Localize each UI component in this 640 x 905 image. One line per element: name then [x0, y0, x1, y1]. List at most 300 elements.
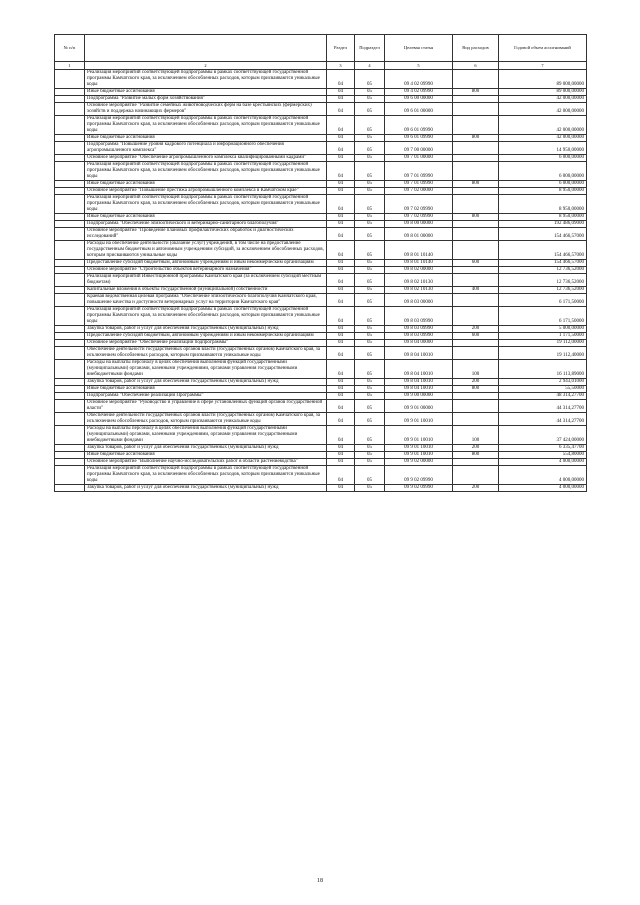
row-amount-cell: 6 000,00000 [499, 155, 587, 162]
row-expense-type-cell [453, 466, 499, 485]
row-name-cell: Основное мероприятие "Развитие семейных животноводческих ферм на базе крестьянских (фермерских) хозяйств и поддержка начинающих фермеров" [85, 103, 327, 116]
row-razdel-cell: 04 [327, 241, 355, 260]
row-podrazdel-cell: 05 [355, 340, 385, 347]
row-target-article-cell: 09 7 02 09990 [385, 195, 453, 214]
row-target-article-cell: 09 8 01 10140 [385, 260, 453, 267]
row-number-cell [55, 426, 85, 445]
row-target-article-cell: 09 8 02 10130 [385, 287, 453, 294]
row-number-cell [55, 260, 85, 267]
row-amount-cell: 154 466,57000 [499, 241, 587, 260]
row-podrazdel-cell: 05 [355, 228, 385, 241]
row-podrazdel-cell: 05 [355, 485, 385, 492]
row-podrazdel-cell: 05 [355, 162, 385, 181]
row-razdel-cell: 04 [327, 445, 355, 452]
column-index: 3 [327, 62, 355, 70]
row-expense-type-cell: 400 [453, 287, 499, 294]
row-podrazdel-cell: 05 [355, 326, 385, 333]
row-amount-cell: 42 000,00000 [499, 103, 587, 116]
table-body [55, 70, 587, 492]
row-target-article-cell: 09 8 04 10010 [385, 347, 453, 360]
row-expense-type-cell: 200 [453, 326, 499, 333]
row-target-article-cell: 09 9 01 00000 [385, 400, 453, 413]
row-podrazdel-cell: 05 [355, 135, 385, 142]
row-target-article-cell: 09 8 02 00000 [385, 267, 453, 274]
row-name-cell: Подпрограмма "Повышение уровня кадрового потенциала и информационного обеспечения агропромышленного комплекса" [85, 142, 327, 155]
table-row [55, 188, 587, 195]
row-podrazdel-cell: 05 [355, 400, 385, 413]
row-target-article-cell: 09 9 01 10010 [385, 452, 453, 459]
row-number-cell [55, 267, 85, 274]
row-amount-cell: 4 000,00000 [499, 466, 587, 485]
table-row [55, 347, 587, 360]
column-index: 6 [453, 62, 499, 70]
row-amount-cell: 2 943,01000 [499, 379, 587, 386]
row-expense-type-cell: 800 [453, 89, 499, 96]
row-name-cell: Иные бюджетные ассигнования [85, 214, 327, 221]
row-expense-type-cell [453, 96, 499, 103]
page-number: 18 [317, 878, 323, 884]
row-expense-type-cell: 800 [453, 181, 499, 188]
row-podrazdel-cell: 05 [355, 459, 385, 466]
row-expense-type-cell: 800 [453, 386, 499, 393]
row-amount-cell: 8 950,00000 [499, 188, 587, 195]
row-amount-cell: 4 000,00000 [499, 459, 587, 466]
row-expense-type-cell [453, 155, 499, 162]
row-expense-type-cell [453, 221, 499, 228]
row-expense-type-cell [453, 228, 499, 241]
row-target-article-cell: 09 8 03 00000 [385, 294, 453, 307]
row-podrazdel-cell: 05 [355, 116, 385, 135]
row-amount-cell: 554,80000 [499, 452, 587, 459]
row-name-cell: Реализация мероприятий соответствующей подпрограммы в рамках соответствующей государственной программы Камчатского края, за исключением обособленных расходов, которым присваиваются уникальные коды [85, 466, 327, 485]
row-number-cell [55, 89, 85, 96]
row-expense-type-cell [453, 195, 499, 214]
row-razdel-cell: 04 [327, 287, 355, 294]
row-razdel-cell: 04 [327, 260, 355, 267]
row-target-article-cell: 09 4 02 09990 [385, 89, 453, 96]
row-podrazdel-cell: 05 [355, 413, 385, 426]
row-podrazdel-cell: 05 [355, 89, 385, 96]
table-row [55, 195, 587, 214]
row-expense-type-cell: 600 [453, 260, 499, 267]
header-razdel: Раздел [327, 35, 355, 62]
column-index: 1 [55, 62, 85, 70]
row-number-cell [55, 294, 85, 307]
row-amount-cell: 44 314,27700 [499, 413, 587, 426]
row-name-cell: Обеспечение деятельности государственных органов власти (государственных органов) Камчатского края, за исключением обособленных расходов, которым присваиваются уникальные коды [85, 347, 327, 360]
table-row [55, 452, 587, 459]
row-name-cell: Расходы на выплаты персоналу в целях обеспечения выполнения функций государственными (муниципальными) органами, казенными учреждениями, органами управления государственными внебюджетными фондами [85, 426, 327, 445]
row-name-cell: Подпрограмма "Развитие малых форм хозяйствования" [85, 96, 327, 103]
row-name-cell: Подпрограмма "Обеспечение эпизоотического и ветеринарно-санитарного благополучия" [85, 221, 327, 228]
table-row [55, 70, 587, 89]
row-number-cell [55, 326, 85, 333]
row-name-cell: Основное мероприятие "Повышение престижа агропромышленного комплекса в Камчатском крае" [85, 188, 327, 195]
row-amount-cell: 4 000,00000 [499, 485, 587, 492]
row-razdel-cell: 04 [327, 386, 355, 393]
row-number-cell [55, 287, 85, 294]
row-razdel-cell: 04 [327, 188, 355, 195]
row-razdel-cell: 04 [327, 426, 355, 445]
row-podrazdel-cell: 05 [355, 287, 385, 294]
row-target-article-cell: 09 7 02 00000 [385, 188, 453, 195]
header-target-article: Целевая статья [385, 35, 453, 62]
row-amount-cell: 8 950,00000 [499, 195, 587, 214]
row-razdel-cell: 04 [327, 413, 355, 426]
row-amount-cell: 6 335,47700 [499, 445, 587, 452]
row-expense-type-cell [453, 241, 499, 260]
row-expense-type-cell [453, 274, 499, 287]
row-number-cell [55, 221, 85, 228]
table-row [55, 181, 587, 188]
row-expense-type-cell: 100 [453, 360, 499, 379]
row-number-cell [55, 96, 85, 103]
row-name-cell: Основное мероприятие "Строительство объектов ветеринарного назначения" [85, 267, 327, 274]
row-podrazdel-cell: 05 [355, 294, 385, 307]
table-row [55, 445, 587, 452]
row-name-cell: Иные бюджетные ассигнования [85, 452, 327, 459]
row-amount-cell: 16 113,89000 [499, 360, 587, 379]
table-row [55, 386, 587, 393]
table-row [55, 413, 587, 426]
row-razdel-cell: 04 [327, 155, 355, 162]
row-target-article-cell: 09 8 01 10140 [385, 241, 453, 260]
column-index: 4 [355, 62, 385, 70]
row-target-article-cell: 09 9 00 00000 [385, 393, 453, 400]
row-expense-type-cell [453, 142, 499, 155]
budget-document-page [54, 34, 586, 492]
row-target-article-cell: 09 8 00 00000 [385, 221, 453, 228]
table-row [55, 307, 587, 326]
row-razdel-cell: 04 [327, 340, 355, 347]
table-row [55, 393, 587, 400]
row-razdel-cell: 04 [327, 294, 355, 307]
row-podrazdel-cell: 05 [355, 466, 385, 485]
row-name-cell: Основное мероприятие "Выполнение научно-исследовательских работ в области растениеводства" [85, 459, 327, 466]
row-name-cell: Основное мероприятие "Проведение плановых профилактических обработок и диагностических исследований" [85, 228, 327, 241]
row-razdel-cell: 04 [327, 307, 355, 326]
row-razdel-cell: 04 [327, 360, 355, 379]
row-amount-cell: 89 000,00000 [499, 70, 587, 89]
row-expense-type-cell: 200 [453, 445, 499, 452]
row-target-article-cell: 09 9 01 10010 [385, 413, 453, 426]
row-expense-type-cell [453, 188, 499, 195]
row-razdel-cell: 04 [327, 466, 355, 485]
row-razdel-cell: 04 [327, 459, 355, 466]
row-name-cell: Капитальные вложения в объекты государственной (муниципальной) собственности [85, 287, 327, 294]
row-expense-type-cell: 200 [453, 485, 499, 492]
row-target-article-cell: 09 9 02 09990 [385, 466, 453, 485]
row-expense-type-cell [453, 294, 499, 307]
row-expense-type-cell [453, 393, 499, 400]
row-name-cell: Обеспечение деятельности государственных органов власти (государственных органов) Камчатского края, за исключением обособленных расходов, которым присваиваются уникальные коды [85, 413, 327, 426]
row-podrazdel-cell: 05 [355, 267, 385, 274]
row-amount-cell: 55,50000 [499, 386, 587, 393]
row-podrazdel-cell: 05 [355, 96, 385, 103]
row-target-article-cell: 09 7 02 09990 [385, 214, 453, 221]
row-podrazdel-cell: 05 [355, 188, 385, 195]
row-number-cell [55, 274, 85, 287]
row-expense-type-cell: 800 [453, 135, 499, 142]
row-target-article-cell: 09 9 01 10010 [385, 426, 453, 445]
row-podrazdel-cell: 05 [355, 274, 385, 287]
row-razdel-cell: 04 [327, 135, 355, 142]
row-number-cell [55, 466, 85, 485]
row-expense-type-cell [453, 70, 499, 89]
row-amount-cell: 154 466,57000 [499, 260, 587, 267]
row-number-cell [55, 485, 85, 492]
row-name-cell: Иные бюджетные ассигнования [85, 181, 327, 188]
row-name-cell: Закупка товаров, работ и услуг для обеспечения государственных (муниципальных) нужд [85, 326, 327, 333]
row-name-cell: Закупка товаров, работ и услуг для обеспечения государственных (муниципальных) нужд [85, 485, 327, 492]
row-amount-cell: 42 000,00000 [499, 96, 587, 103]
table-row [55, 103, 587, 116]
header-annual-amount: Годовой объем ассигнований [499, 35, 587, 62]
row-expense-type-cell [453, 413, 499, 426]
table-row [55, 360, 587, 379]
row-name-cell: Предоставление субсидий бюджетным, автономным учреждениям и иным некоммерческим организациям [85, 260, 327, 267]
row-podrazdel-cell: 05 [355, 347, 385, 360]
row-number-cell [55, 195, 85, 214]
row-name-cell: Реализация мероприятий соответствующей подпрограммы в рамках соответствующей государственной программы Камчатского края, за исключением обособленных расходов, которым присваиваются уникальные коды [85, 70, 327, 89]
row-razdel-cell: 04 [327, 181, 355, 188]
row-name-cell: Реализация мероприятий соответствующей подпрограммы в рамках соответствующей государственной программы Камчатского края, за исключением обособленных расходов, которым присваиваются уникальные коды [85, 195, 327, 214]
row-razdel-cell: 04 [327, 326, 355, 333]
row-amount-cell: 42 000,00000 [499, 116, 587, 135]
row-target-article-cell: 09 9 02 00000 [385, 459, 453, 466]
row-target-article-cell: 09 7 01 09990 [385, 162, 453, 181]
row-razdel-cell: 04 [327, 228, 355, 241]
header-number: № п/п [55, 35, 85, 62]
row-name-cell: Подпрограмма "Обеспечение реализации Программы" [85, 393, 327, 400]
header-name [85, 35, 327, 62]
row-number-cell [55, 413, 85, 426]
row-number-cell [55, 228, 85, 241]
row-target-article-cell: 09 7 01 09990 [385, 181, 453, 188]
row-target-article-cell: 09 8 04 10010 [385, 360, 453, 379]
row-amount-cell: 192 486,09000 [499, 221, 587, 228]
row-expense-type-cell: 600 [453, 333, 499, 340]
row-number-cell [55, 116, 85, 135]
row-razdel-cell: 04 [327, 214, 355, 221]
row-expense-type-cell: 100 [453, 426, 499, 445]
row-amount-cell: 89 000,00000 [499, 89, 587, 96]
header-podrazdel: Подраздел [355, 35, 385, 62]
table-row [55, 260, 587, 267]
row-razdel-cell: 04 [327, 89, 355, 96]
row-amount-cell: 6 171,50000 [499, 307, 587, 326]
row-target-article-cell: 09 6 01 09990 [385, 116, 453, 135]
row-podrazdel-cell: 05 [355, 221, 385, 228]
row-razdel-cell: 04 [327, 221, 355, 228]
row-expense-type-cell [453, 116, 499, 135]
row-number-cell [55, 452, 85, 459]
table-row [55, 379, 587, 386]
row-number-cell [55, 103, 85, 116]
row-expense-type-cell: 800 [453, 452, 499, 459]
table-row [55, 214, 587, 221]
row-amount-cell: 6 000,00000 [499, 162, 587, 181]
row-name-cell: Иные бюджетные ассигнования [85, 89, 327, 96]
row-amount-cell: 48 314,27700 [499, 393, 587, 400]
row-expense-type-cell [453, 340, 499, 347]
row-podrazdel-cell: 05 [355, 214, 385, 221]
table-row [55, 241, 587, 260]
row-target-article-cell: 09 6 00 00000 [385, 96, 453, 103]
row-amount-cell: 6 171,50000 [499, 294, 587, 307]
row-amount-cell: 12 736,52000 [499, 274, 587, 287]
row-razdel-cell: 04 [327, 485, 355, 492]
row-razdel-cell: 04 [327, 195, 355, 214]
row-podrazdel-cell: 05 [355, 103, 385, 116]
row-amount-cell: 12 736,52000 [499, 287, 587, 294]
row-amount-cell: 19 112,40000 [499, 347, 587, 360]
row-target-article-cell: 09 9 02 09990 [385, 485, 453, 492]
row-number-cell [55, 214, 85, 221]
row-target-article-cell: 09 8 01 00000 [385, 228, 453, 241]
row-razdel-cell: 04 [327, 96, 355, 103]
row-expense-type-cell [453, 400, 499, 413]
row-name-cell: Краевая ведомственная целевая программа "Обеспечение эпизоотического благополучия Камчатского края, повышение качества и доступности ветеринарных услуг на территории Камчатского края" [85, 294, 327, 307]
row-expense-type-cell [453, 103, 499, 116]
row-number-cell [55, 379, 85, 386]
table-row [55, 267, 587, 274]
row-name-cell: Реализация мероприятий соответствующей подпрограммы в рамках соответствующей государственной программы Камчатского края, за исключением обособленных расходов, которым присваиваются уникальные коды [85, 116, 327, 135]
row-razdel-cell: 04 [327, 103, 355, 116]
row-razdel-cell: 04 [327, 333, 355, 340]
table-row [55, 274, 587, 287]
table-row [55, 287, 587, 294]
table-row [55, 96, 587, 103]
row-number-cell [55, 142, 85, 155]
row-razdel-cell: 04 [327, 274, 355, 287]
row-target-article-cell: 09 8 04 00000 [385, 340, 453, 347]
row-number-cell [55, 188, 85, 195]
row-razdel-cell: 04 [327, 452, 355, 459]
table-row [55, 485, 587, 492]
row-expense-type-cell [453, 307, 499, 326]
row-amount-cell: 19 112,00000 [499, 340, 587, 347]
row-podrazdel-cell: 05 [355, 386, 385, 393]
header-expense-type: Вид расходов [453, 35, 499, 62]
row-name-cell: Реализация мероприятий Инвестиционной программы Камчатского края (за исключением субсидий местным бюджетам) [85, 274, 327, 287]
row-razdel-cell: 04 [327, 116, 355, 135]
row-number-cell [55, 340, 85, 347]
row-number-cell [55, 393, 85, 400]
row-target-article-cell: 09 6 01 00000 [385, 103, 453, 116]
table-row [55, 89, 587, 96]
table-row [55, 426, 587, 445]
row-expense-type-cell [453, 347, 499, 360]
row-name-cell: Расходы на обеспечение деятельности (оказание услуг) учреждений, в том числе на предоставление государственным бюджетным и автономным учреждениям субсидий, за исключением обособленных расходов, которым присваиваются уникальные коды [85, 241, 327, 260]
row-target-article-cell: 09 8 03 09990 [385, 326, 453, 333]
row-amount-cell: 44 314,27700 [499, 400, 587, 413]
table-row [55, 333, 587, 340]
row-name-cell: Реализация мероприятий соответствующей подпрограммы в рамках соответствующей государственной программы Камчатского края, за исключением обособленных расходов, которым присваиваются уникальные коды [85, 162, 327, 181]
row-target-article-cell: 09 8 03 09990 [385, 307, 453, 326]
table-row [55, 466, 587, 485]
row-podrazdel-cell: 05 [355, 181, 385, 188]
row-podrazdel-cell: 05 [355, 333, 385, 340]
table-row [55, 116, 587, 135]
row-podrazdel-cell: 05 [355, 393, 385, 400]
row-expense-type-cell [453, 162, 499, 181]
row-number-cell [55, 445, 85, 452]
table-row [55, 142, 587, 155]
row-podrazdel-cell: 05 [355, 70, 385, 89]
column-index: 7 [499, 62, 587, 70]
row-number-cell [55, 70, 85, 89]
row-number-cell [55, 333, 85, 340]
row-number-cell [55, 386, 85, 393]
row-name-cell: Иные бюджетные ассигнования [85, 386, 327, 393]
row-name-cell: Закупка товаров, работ и услуг для обеспечения государственных (муниципальных) нужд [85, 445, 327, 452]
row-podrazdel-cell: 05 [355, 155, 385, 162]
row-podrazdel-cell: 05 [355, 142, 385, 155]
row-expense-type-cell [453, 459, 499, 466]
row-amount-cell: 14 950,00000 [499, 142, 587, 155]
row-amount-cell: 42 000,00000 [499, 135, 587, 142]
budget-allocation-table [54, 34, 587, 492]
column-index: 2 [85, 62, 327, 70]
row-target-article-cell: 09 8 04 10010 [385, 386, 453, 393]
row-name-cell: Основное мероприятие "Руководство и управление в сфере установленных функций органов государственной власти" [85, 400, 327, 413]
row-target-article-cell: 09 6 01 09990 [385, 135, 453, 142]
row-podrazdel-cell: 05 [355, 426, 385, 445]
row-razdel-cell: 04 [327, 267, 355, 274]
row-expense-type-cell [453, 267, 499, 274]
row-target-article-cell: 09 9 01 10010 [385, 445, 453, 452]
row-razdel-cell: 04 [327, 347, 355, 360]
row-number-cell [55, 162, 85, 181]
row-amount-cell: 154 466,57000 [499, 228, 587, 241]
row-name-cell: Закупка товаров, работ и услуг для обеспечения государственных (муниципальных) нужд [85, 379, 327, 386]
row-number-cell [55, 307, 85, 326]
row-razdel-cell: 04 [327, 142, 355, 155]
row-number-cell [55, 181, 85, 188]
row-expense-type-cell: 200 [453, 379, 499, 386]
column-index-row [55, 62, 587, 70]
row-amount-cell: 6 000,00000 [499, 181, 587, 188]
table-row [55, 228, 587, 241]
row-razdel-cell: 04 [327, 70, 355, 89]
row-name-cell: Предоставление субсидий бюджетным, автономным учреждениям и иным некоммерческим организациям [85, 333, 327, 340]
table-row [55, 340, 587, 347]
row-podrazdel-cell: 05 [355, 260, 385, 267]
row-target-article-cell: 09 7 00 00000 [385, 142, 453, 155]
row-number-cell [55, 400, 85, 413]
row-expense-type-cell: 800 [453, 214, 499, 221]
row-podrazdel-cell: 05 [355, 195, 385, 214]
row-podrazdel-cell: 05 [355, 360, 385, 379]
row-amount-cell: 37 424,00000 [499, 426, 587, 445]
row-name-cell: Реализация мероприятий соответствующей подпрограммы в рамках соответствующей государственной программы Камчатского края, за исключением обособленных расходов, которым присваиваются уникальные коды [85, 307, 327, 326]
row-podrazdel-cell: 05 [355, 445, 385, 452]
table-row [55, 221, 587, 228]
row-number-cell [55, 135, 85, 142]
row-target-article-cell: 09 7 01 00000 [385, 155, 453, 162]
table-row [55, 294, 587, 307]
row-number-cell [55, 459, 85, 466]
row-amount-cell: 5 000,00000 [499, 326, 587, 333]
row-number-cell [55, 155, 85, 162]
table-row [55, 162, 587, 181]
row-amount-cell: 1 171,50000 [499, 333, 587, 340]
table-row [55, 326, 587, 333]
row-target-article-cell: 09 4 02 09990 [385, 70, 453, 89]
row-razdel-cell: 04 [327, 400, 355, 413]
row-target-article-cell: 09 8 02 10130 [385, 274, 453, 287]
